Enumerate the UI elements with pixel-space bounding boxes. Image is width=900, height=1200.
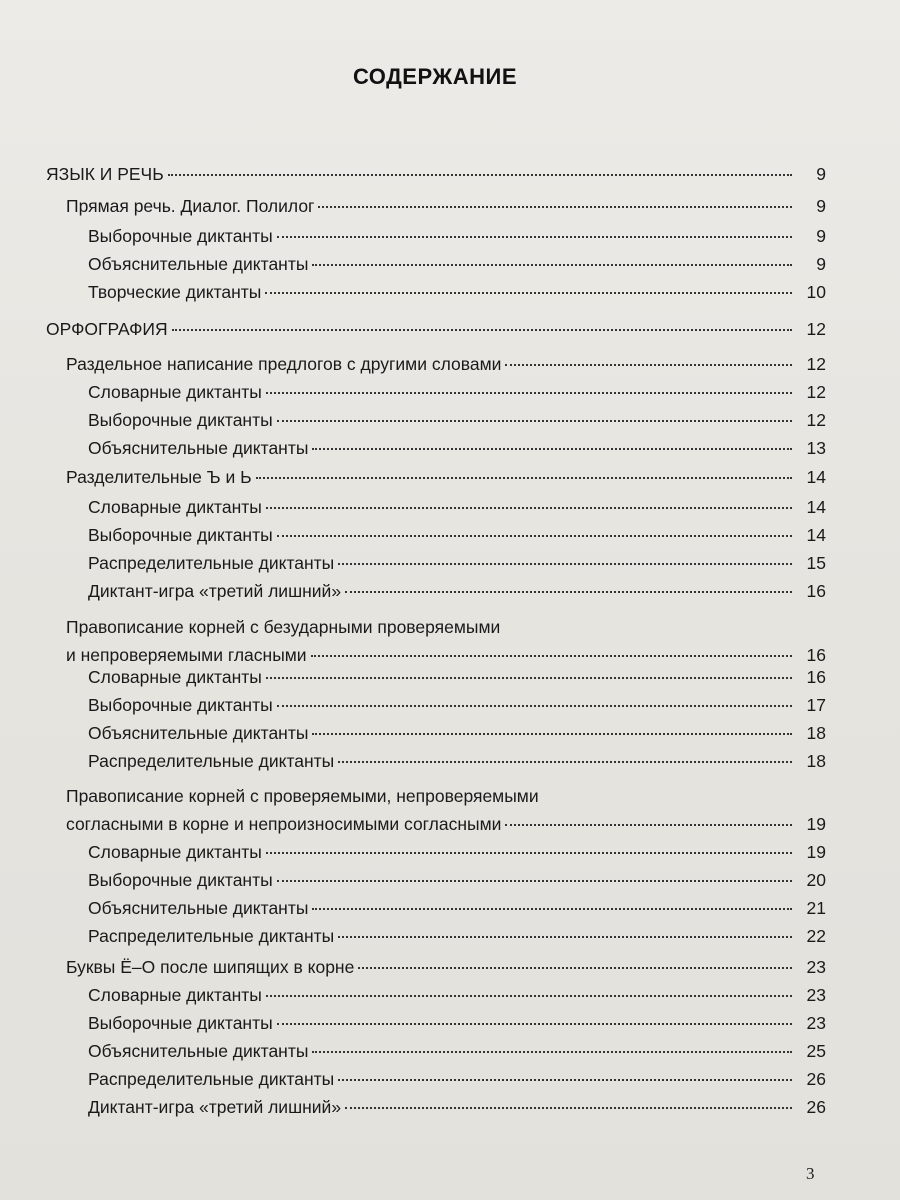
- toc-entry-label: Распределительные диктанты: [88, 751, 335, 771]
- dot-leader: [338, 936, 792, 938]
- toc-entry-page: 23: [806, 957, 826, 977]
- toc-item: [88, 409, 826, 431]
- toc-entry-label: Словарные диктанты: [88, 985, 262, 1005]
- toc-item: [88, 381, 826, 403]
- toc-entry-page: 25: [806, 1041, 826, 1061]
- toc-entry-label: Объяснительные диктанты: [88, 723, 309, 743]
- dot-leader: [312, 1051, 792, 1053]
- toc-entry-label: Диктант-игра «третий лишний»: [88, 581, 342, 601]
- dot-leader: [277, 1023, 792, 1025]
- dot-leader: [256, 477, 792, 479]
- page-number: 3: [806, 1164, 815, 1183]
- toc-entry-label: Распределительные диктанты: [88, 926, 335, 946]
- toc-item: [88, 1068, 826, 1090]
- toc-subsection: [66, 956, 826, 978]
- toc-entry-label: Прямая речь. Диалог. Полилог: [66, 196, 315, 216]
- toc-item: [88, 722, 826, 744]
- toc-item: [88, 984, 826, 1006]
- toc-entry-page: 14: [806, 525, 826, 545]
- toc-entry-page: 26: [806, 1069, 826, 1089]
- dot-leader: [312, 733, 792, 735]
- toc-item: [88, 1096, 826, 1118]
- toc-item: [88, 580, 826, 602]
- dot-leader: [266, 995, 792, 997]
- toc-entry-page: 16: [806, 581, 826, 601]
- toc-item: [88, 496, 826, 518]
- toc-item: [88, 694, 826, 716]
- toc-entry-page: 12: [806, 382, 826, 402]
- toc-entry-label: Выборочные диктанты: [88, 695, 273, 715]
- toc-entry-page: 18: [806, 751, 826, 771]
- toc-item: [88, 225, 826, 247]
- toc-entry-page: 12: [806, 354, 826, 374]
- dot-leader: [311, 655, 792, 657]
- toc-entry-page: 15: [806, 553, 826, 573]
- toc-entry-page: 16: [806, 667, 826, 687]
- toc-item: [88, 437, 826, 459]
- toc-entry-label: Творческие диктанты: [88, 282, 262, 302]
- toc-entry-page: 18: [806, 723, 826, 743]
- toc-entry-label: Объяснительные диктанты: [88, 438, 309, 458]
- dot-leader: [505, 364, 792, 366]
- toc-entry-page: 23: [806, 985, 826, 1005]
- toc-item: [88, 925, 826, 947]
- toc-entry-label: Словарные диктанты: [88, 667, 262, 687]
- toc-section: [46, 318, 826, 340]
- dot-leader: [277, 705, 792, 707]
- toc-entry-label: Словарные диктанты: [88, 497, 262, 517]
- toc-entry-label: Выборочные диктанты: [88, 525, 273, 545]
- toc-entry-label: согласными в корне и непроизносимыми согласными: [66, 814, 502, 834]
- toc-entry-page: 22: [806, 926, 826, 946]
- toc-entry-label: Объяснительные диктанты: [88, 1041, 309, 1061]
- dot-leader: [277, 236, 792, 238]
- dot-leader: [265, 292, 792, 294]
- dot-leader: [172, 329, 792, 331]
- dot-leader: [358, 967, 792, 969]
- toc-entry-page: 12: [806, 410, 826, 430]
- dot-leader: [345, 1107, 792, 1109]
- toc-subsection: [66, 195, 826, 217]
- toc-item: [88, 253, 826, 275]
- toc-entry-label: Выборочные диктанты: [88, 1013, 273, 1033]
- toc-entry-label: Раздельное написание предлогов с другими словами: [66, 354, 502, 374]
- toc-entry-label: ЯЗЫК И РЕЧЬ: [46, 164, 164, 184]
- toc-entry-label-line1: Правописание корней с безударными проверяемыми: [66, 617, 501, 637]
- toc-entry-page: 19: [806, 814, 826, 834]
- toc-entry-label: Словарные диктанты: [88, 382, 262, 402]
- toc-entry-label: Буквы Ё–О после шипящих в корне: [66, 957, 355, 977]
- toc-item: [88, 869, 826, 891]
- toc-entry-page: 20: [806, 870, 826, 890]
- toc-subsection: [66, 466, 826, 488]
- toc-entry-label: Объяснительные диктанты: [88, 898, 309, 918]
- toc-entry-label: Диктант-игра «третий лишний»: [88, 1097, 342, 1117]
- toc-entry-label: ОРФОГРАФИЯ: [46, 319, 168, 339]
- toc-entry-page: 9: [816, 164, 826, 184]
- dot-leader: [266, 392, 792, 394]
- dot-leader: [266, 507, 792, 509]
- toc-entry-label-line1: Правописание корней с проверяемыми, непроверяемыми: [66, 786, 539, 806]
- toc-entry-page: 19: [806, 842, 826, 862]
- toc-entry-page: 9: [816, 196, 826, 216]
- toc-entry-label: Распределительные диктанты: [88, 553, 335, 573]
- toc-item: [88, 1040, 826, 1062]
- toc-entry-page: 12: [806, 319, 826, 339]
- dot-leader: [345, 591, 792, 593]
- toc-entry-page: 17: [806, 695, 826, 715]
- dot-leader: [318, 206, 792, 208]
- dot-leader: [338, 761, 792, 763]
- toc-item: [88, 281, 826, 303]
- dot-leader: [277, 420, 792, 422]
- dot-leader: [312, 448, 792, 450]
- toc-item: [88, 552, 826, 574]
- toc-entry-label: Объяснительные диктанты: [88, 254, 309, 274]
- toc-entry-page: 26: [806, 1097, 826, 1117]
- dot-leader: [277, 880, 792, 882]
- toc-entry-label: Выборочные диктанты: [88, 410, 273, 430]
- toc-entry-label: Словарные диктанты: [88, 842, 262, 862]
- toc-section: [46, 163, 826, 185]
- toc-entry-label: Выборочные диктанты: [88, 226, 273, 246]
- dot-leader: [338, 1079, 792, 1081]
- toc-item: [88, 1012, 826, 1034]
- dot-leader: [505, 824, 792, 826]
- toc-item: [88, 666, 826, 688]
- dot-leader: [266, 677, 792, 679]
- dot-leader: [277, 535, 792, 537]
- dot-leader: [266, 852, 792, 854]
- dot-leader: [312, 908, 792, 910]
- dot-leader: [338, 563, 792, 565]
- toc-entry-page: 10: [806, 282, 826, 302]
- toc-entry-page: 16: [806, 645, 826, 665]
- toc-item: [88, 841, 826, 863]
- toc-entry-label: Разделительные Ъ и Ь: [66, 467, 252, 487]
- toc-entry-page: 23: [806, 1013, 826, 1033]
- toc-item: [88, 524, 826, 546]
- toc-entry-page: 14: [806, 467, 826, 487]
- toc-subsection: [66, 353, 826, 375]
- dot-leader: [168, 174, 792, 176]
- toc-subsection: [66, 644, 826, 666]
- toc-entry-label: Выборочные диктанты: [88, 870, 273, 890]
- toc-entry-label: и непроверяемыми гласными: [66, 645, 307, 665]
- toc-entry-page: 9: [816, 226, 826, 246]
- toc-entry-page: 14: [806, 497, 826, 517]
- dot-leader: [312, 264, 792, 266]
- toc-item: [88, 897, 826, 919]
- page-title: СОДЕРЖАНИЕ: [352, 64, 518, 89]
- toc-subsection: [66, 813, 826, 835]
- toc-item: [88, 750, 826, 772]
- toc-entry-page: 9: [816, 254, 826, 274]
- toc-entry-page: 13: [806, 438, 826, 458]
- toc-entry-label: Распределительные диктанты: [88, 1069, 335, 1089]
- toc-entry-page: 21: [806, 898, 826, 918]
